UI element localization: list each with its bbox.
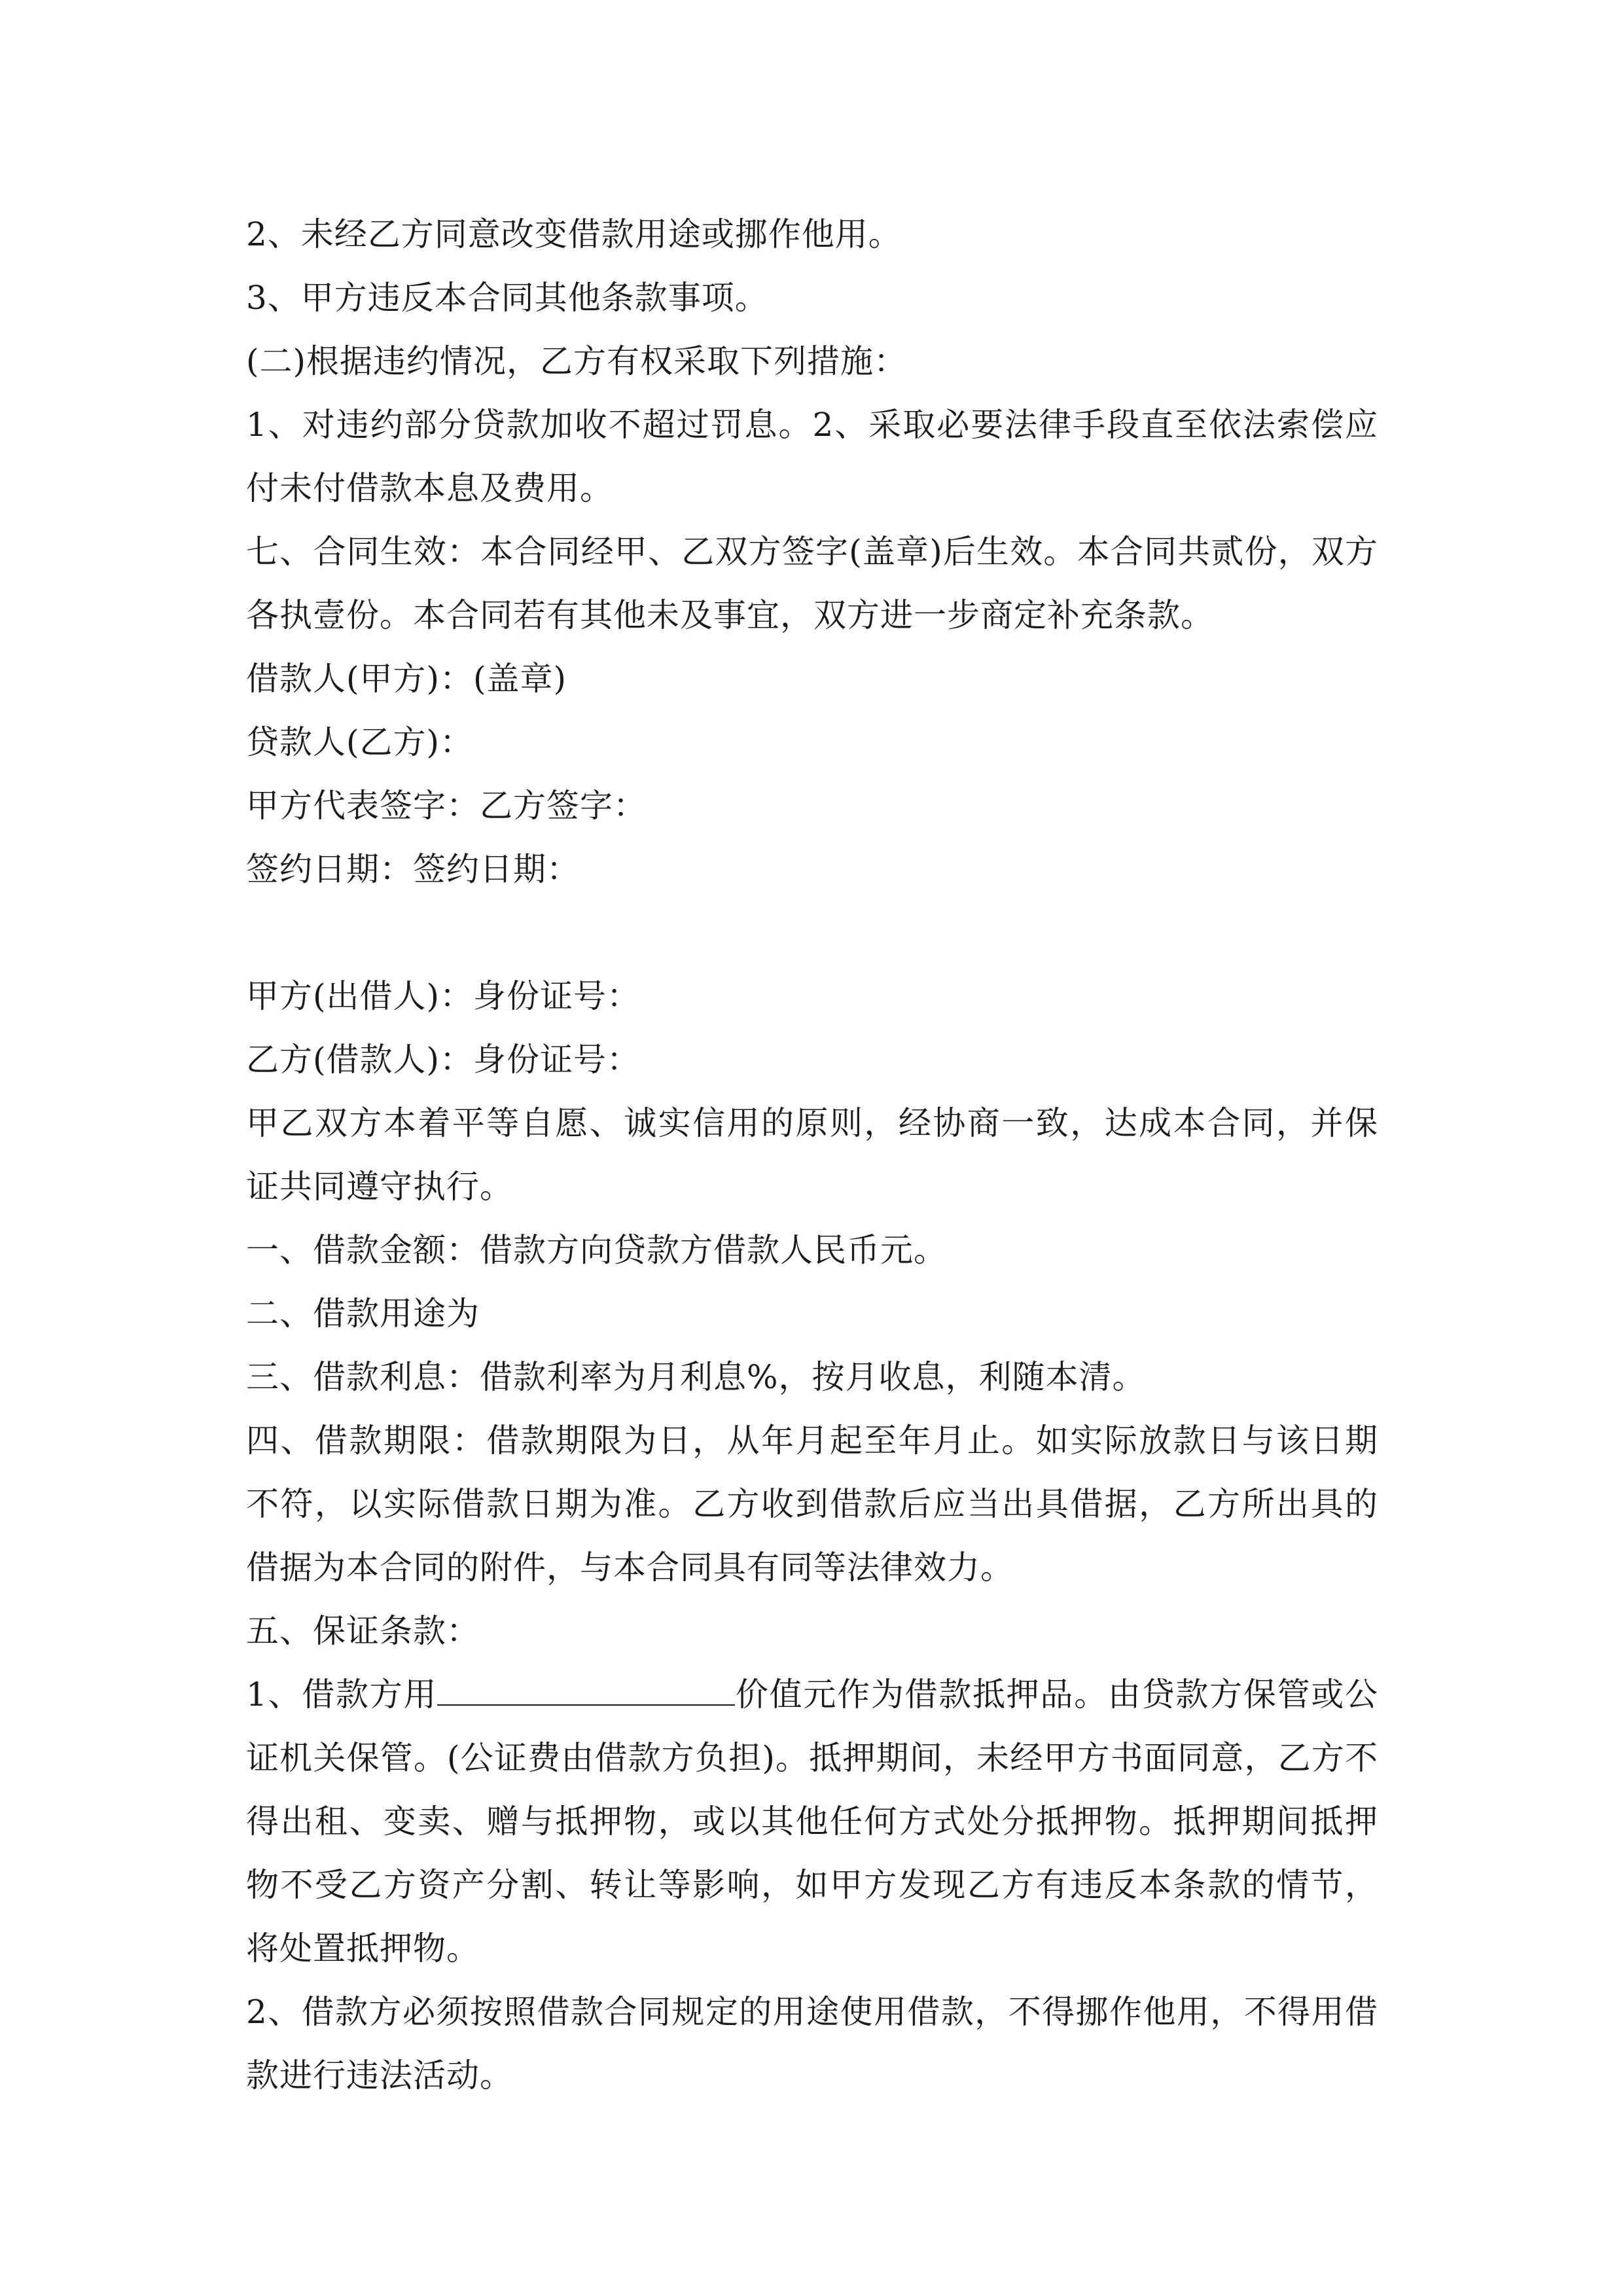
clause-collateral <box>246 1663 1378 1981</box>
collateral-blank-field <box>437 1670 735 1706</box>
lender-signature-line: 贷款人(乙方)： <box>246 723 474 761</box>
borrower-signature-line: 借款人(甲方)：(盖章) <box>246 660 567 698</box>
section-spacer <box>246 901 1378 965</box>
party-a-id-line: 甲方(出借人)：身份证号： <box>246 977 641 1015</box>
signing-date-line: 签约日期：签约日期： <box>246 850 580 888</box>
clause-loan-term: 四、借款期限：借款期限为日，从年月起至年月止。如实际放款日与该日期不符，以实际借款日期为准。乙方收到借款后应当出具借据，乙方所出具的借据为本合同的附件，与本合同具有同等法律效力。 <box>246 1422 1378 1587</box>
representative-signature-line: 甲方代表签字：乙方签字： <box>246 787 647 825</box>
remedies-heading: (二)根据违约情况，乙方有权采取下列措施： <box>246 342 908 380</box>
clause-usage: 2、借款方必须按照借款合同规定的用途使用借款，不得挪作他用，不得用借款进行违法活动。 <box>246 1993 1378 2094</box>
collateral-prefix: 1、借款方用 <box>246 1676 438 1713</box>
guarantee-heading: 五、保证条款： <box>246 1612 480 1650</box>
clause-loan-amount: 一、借款金额：借款方向贷款方借款人民币元。 <box>246 1231 947 1269</box>
preamble: 甲乙双方本着平等自愿、诚实信用的原则，经协商一致，达成本合同，并保证共同遵守执行。 <box>246 1104 1378 1206</box>
remedies-items: 1、对违约部分贷款加收不超过罚息。2、采取必要法律手段直至依法索偿应付未付借款本息及费用。 <box>246 406 1378 507</box>
breach-item-3: 3、甲方违反本合同其他条款事项。 <box>246 279 768 317</box>
effectiveness-clause: 七、合同生效：本合同经甲、乙双方签字(盖章)后生效。本合同共贰份，双方各执壹份。本合同若有其他未及事宜，双方进一步商定补充条款。 <box>246 533 1378 634</box>
contract-body <box>246 203 1378 2108</box>
clause-loan-purpose: 二、借款用途为 <box>246 1295 480 1333</box>
clause-loan-interest: 三、借款利息：借款利率为月利息%，按月收息，利随本清。 <box>246 1358 1146 1396</box>
breach-item-2: 2、未经乙方同意改变借款用途或挪作他用。 <box>246 215 902 253</box>
party-b-id-line: 乙方(借款人)：身份证号： <box>246 1041 641 1079</box>
collateral-suffix: 价值元作为借款抵押品。由贷款方保管或公证机关保管。(公证费由借款方负担)。抵押期间，未经甲方书面同意，乙方不得出租、变卖、赠与抵押物，或以其他任何方式处分抵押物。抵押期间抵押物不受乙方资产分割、转让等影响，如甲方发现乙方有违反本条款的情节，将处置抵押物。 <box>246 1676 1379 1967</box>
